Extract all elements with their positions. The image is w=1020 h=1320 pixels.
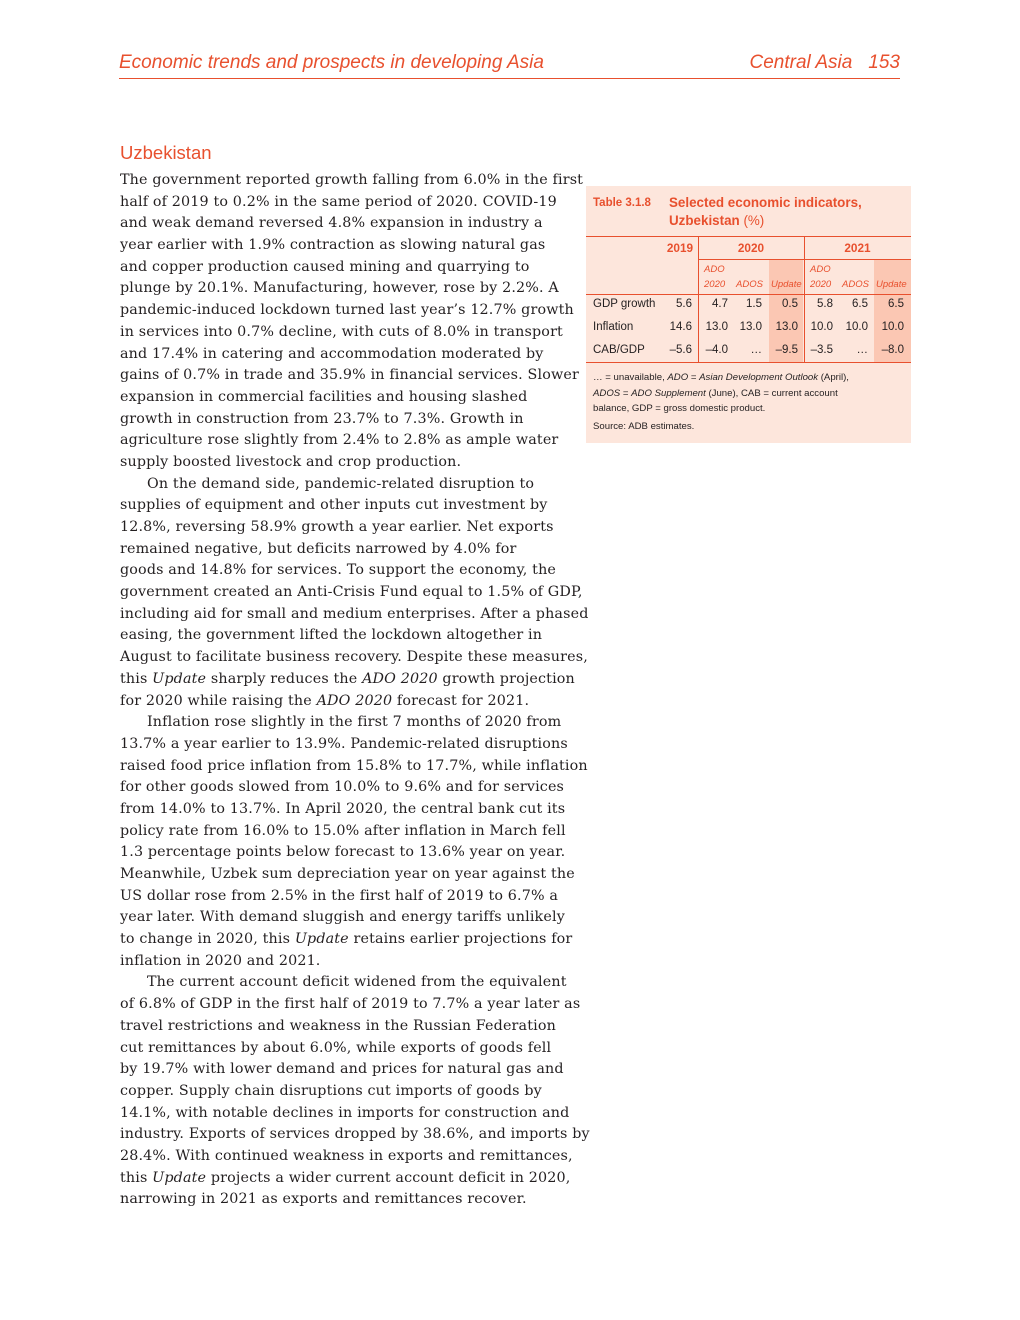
table-cell: –4.0 xyxy=(705,344,728,356)
sub-update-2020: Update xyxy=(771,279,802,290)
body-line: this Update sharply reduces the ADO 2020 growth projection xyxy=(120,670,575,687)
body-line: remained negative, but deficits narrowed by 4.0% for xyxy=(120,540,517,557)
body-line: copper. Supply chain disruptions cut imports of goods by xyxy=(120,1082,542,1099)
body-line: including aid for small and medium enterprises. After a phased xyxy=(120,605,589,622)
section-title: Uzbekistan xyxy=(120,142,212,163)
table-cell: 1.5 xyxy=(746,298,762,310)
body-line: Inflation rose slightly in the first 7 months of 2020 from xyxy=(147,714,562,731)
table-cell: … xyxy=(750,344,762,356)
year-2020: 2020 xyxy=(737,241,765,255)
body-line: year later. With demand sluggish and energy tariffs unlikely xyxy=(120,909,565,926)
header-chapter-title: Economic trends and prospects in developing Asia xyxy=(119,52,544,73)
body-line: cut remittances by about 6.0%, while exports of goods fell xyxy=(120,1039,552,1056)
table-cell: 10.0 xyxy=(810,321,833,333)
table-title-label: Selected economic indicators, Uzbekistan xyxy=(669,195,862,228)
table-title-text xyxy=(669,194,899,230)
table-title-unit: (%) xyxy=(743,213,765,228)
header-section-name: Central Asia xyxy=(749,52,853,73)
body-line: supply boosted livestock and crop production. xyxy=(120,453,462,470)
table-box xyxy=(586,186,911,443)
table-row-label: Inflation xyxy=(593,321,634,333)
table-row-label: CAB/GDP xyxy=(593,344,645,356)
header-bottom-rule xyxy=(586,294,911,295)
body-line: for other goods slowed from 10.0% to 9.6% and for services xyxy=(120,779,565,796)
body-line: agriculture rose slightly from 2.4% to 2.8% as ample water xyxy=(120,432,559,449)
table-cell: 0.5 xyxy=(782,298,798,310)
table-cell: 5.8 xyxy=(817,298,833,310)
body-text xyxy=(120,170,590,1211)
table-cell: 4.7 xyxy=(712,298,728,310)
table-cell: –3.5 xyxy=(810,344,833,356)
sub-ados-2020: ADOS xyxy=(736,279,763,290)
table-cell: 10.0 xyxy=(845,321,868,333)
body-line: by 19.7% with lower demand and prices for natural gas and xyxy=(120,1061,564,1078)
sub-ado-2020: ADO 2020 xyxy=(704,264,726,290)
table-cell: –5.6 xyxy=(669,344,692,356)
body-line: half of 2019 to 0.2% in the same period of 2020. COVID-19 xyxy=(120,193,557,210)
body-line: policy rate from 16.0% to 15.0% after inflation in March fell xyxy=(120,822,566,839)
body-line: 28.4%. With continued weakness in exports and remittances, xyxy=(120,1147,573,1164)
body-line: narrowing in 2021 as exports and remittances recover. xyxy=(120,1191,527,1208)
body-line: inflation in 2020 and 2021. xyxy=(120,952,321,969)
body-line: plunge by 20.1%. Manufacturing, however, rose by 2.2%. A xyxy=(120,280,559,297)
table-cell: 6.5 xyxy=(852,298,868,310)
table-bottom-rule xyxy=(586,362,911,363)
header-section xyxy=(750,52,901,74)
body-line: 14.1%, with notable declines in imports for construction and xyxy=(120,1104,570,1121)
body-line: from 14.0% to 13.7%. In April 2020, the central bank cut its xyxy=(120,800,566,817)
body-line: US dollar rose from 2.5% in the first half of 2019 to 6.7% a xyxy=(120,887,559,904)
running-header xyxy=(119,50,900,79)
body-line: and 17.4% in catering and accommodation moderated by xyxy=(120,345,544,362)
body-line: The government reported growth falling from 6.0% in the first xyxy=(120,172,584,188)
body-line: goods and 14.8% for services. To support the economy, the xyxy=(120,562,557,579)
table-note: … = unavailable, ADO = Asian Development Outlook (April), ADOS = ADO Supplement (June), CAB = current account balance, GDP = gross domestic product. xyxy=(593,372,849,414)
body-line: travel restrictions and weakness in the Russian Federation xyxy=(120,1017,556,1034)
body-line: in services into 0.7% decline, with cuts of 8.0% in transport xyxy=(120,323,563,340)
body-line: Meanwhile, Uzbek sum depreciation year on year against the xyxy=(120,866,575,882)
body-line: this Update projects a wider current account deficit in 2020, xyxy=(120,1169,571,1186)
body-line: and weak demand reversed 4.8% expansion in industry a xyxy=(120,215,543,232)
page-number: 153 xyxy=(868,52,900,73)
body-line: 13.7% a year earlier to 13.9%. Pandemic-related disruptions xyxy=(120,735,568,752)
body-line: industry. Exports of services dropped by 38.6%, and imports by xyxy=(120,1126,590,1143)
body-line: year earlier with 1.9% contraction as slowing natural gas xyxy=(120,237,546,254)
body-line: to change in 2020, this Update retains earlier projections for xyxy=(120,931,573,948)
table-row-label: GDP growth xyxy=(593,298,656,310)
body-line: supplies of equipment and other inputs cut investment by xyxy=(120,497,548,514)
table-cell: 13.0 xyxy=(739,321,762,333)
body-line: 12.8%, reversing 58.9% growth a year earlier. Net exports xyxy=(120,519,554,535)
table-cell: 14.6 xyxy=(669,321,692,333)
table-number: Table 3.1.8 xyxy=(593,197,651,209)
body-line: growth in construction from 23.7% to 7.3%. Growth in xyxy=(120,410,524,427)
table-cell: … xyxy=(856,344,868,356)
body-line: pandemic-induced lockdown turned last year’s 12.7% growth xyxy=(120,302,574,319)
body-line: easing, the government lifted the lockdown altogether in xyxy=(120,627,543,644)
table-cell: 10.0 xyxy=(881,321,904,333)
body-line: On the demand side, pandemic-related disruption to xyxy=(147,475,535,492)
table-top-rule xyxy=(586,236,911,237)
body-line: The current account deficit widened from the equivalent xyxy=(147,974,567,991)
year-2019: 2019 xyxy=(666,241,694,255)
body-line: gains of 0.7% in trade and 35.9% in financial services. Slower xyxy=(120,367,579,384)
body-line: for 2020 while raising the ADO 2020 forecast for 2021. xyxy=(120,692,530,709)
table-source: Source: ADB estimates. xyxy=(593,421,695,432)
table-cell: 5.6 xyxy=(676,298,692,310)
sub-update-2021: Update xyxy=(876,279,907,290)
body-line: 1.3 percentage points below forecast to 13.6% year on year. xyxy=(120,844,566,861)
sub-ado-2021: ADO 2020 xyxy=(810,264,832,290)
table-cell: –8.0 xyxy=(881,344,904,356)
table-cell: –9.5 xyxy=(775,344,798,356)
body-line: expansion in commercial facilities and housing slashed xyxy=(120,388,528,405)
body-line: government created an Anti-Crisis Fund equal to 1.5% of GDP, xyxy=(120,584,583,601)
table-cell: 6.5 xyxy=(888,298,904,310)
table-cell: 13.0 xyxy=(775,321,798,333)
body-line: of 6.8% of GDP in the first half of 2019 to 7.7% a year later as xyxy=(120,996,581,1013)
body-line: August to facilitate business recovery. Despite these measures, xyxy=(120,649,588,666)
body-line: raised food price inflation from 15.8% to 17.7%, while inflation xyxy=(120,757,588,774)
table-cell: 13.0 xyxy=(705,321,728,333)
sub-ados-2021: ADOS xyxy=(842,279,869,290)
body-line: and copper production caused mining and quarrying to xyxy=(120,258,530,275)
year-2021: 2021 xyxy=(844,241,871,255)
